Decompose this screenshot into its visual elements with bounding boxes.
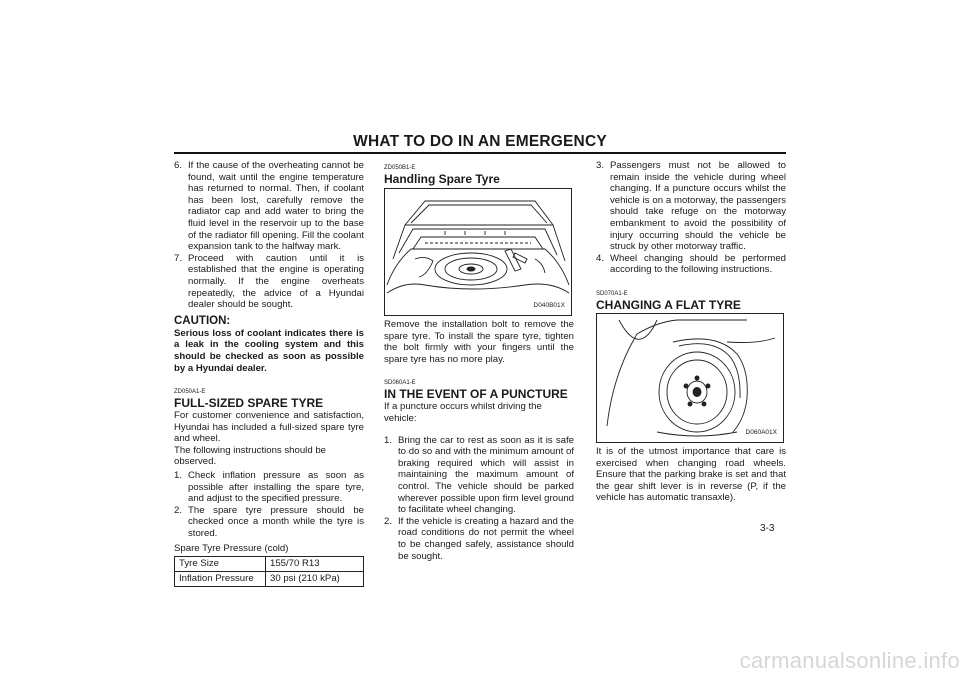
- table-cell-label: Tyre Size: [175, 557, 266, 572]
- handling-spare-text: Remove the installation bolt to remove the spare tyre. To install the spare tyre, tighten the bolt firmly with your fingers until the spare tyre has no more play.: [384, 319, 574, 365]
- list-item-1: [174, 470, 364, 505]
- section-title-spare-tyre: FULL-SIZED SPARE TYRE: [174, 396, 324, 411]
- section-title-puncture: IN THE EVENT OF A PUNCTURE: [384, 387, 568, 402]
- spare-tyre-intro2: The following instructions should be observed.: [174, 444, 326, 468]
- table-caption: Spare Tyre Pressure (cold): [174, 542, 289, 554]
- figure-label: D060A01X: [745, 429, 777, 437]
- list-text: Bring the car to rest as soon as it is safe to do so and with the minimum amount of braking required which will assist in maintaining the maximum amount of control. The vehicle should be parked wherever possible upon firm level ground to facilitate wheel changing.: [398, 434, 574, 516]
- table-cell-value: 30 psi (210 kPa): [266, 572, 364, 587]
- page-number: 3-3: [760, 523, 775, 534]
- section-code: ZD050A1-E: [174, 389, 206, 396]
- table-row: [175, 572, 364, 587]
- figure-spare-tyre-trunk: [384, 188, 572, 316]
- list-item-2: [384, 516, 574, 562]
- list-item-2: [174, 505, 364, 540]
- list-number: 3.: [596, 160, 605, 171]
- column-right: [596, 160, 786, 504]
- list-item-1: [384, 435, 574, 516]
- column-middle: [384, 160, 574, 562]
- figure-flat-tyre: [596, 313, 784, 443]
- section-title-flat-tyre: CHANGING A FLAT TYRE: [596, 297, 741, 312]
- caution-text: Serious loss of coolant indicates there is a leak in the cooling system and this should be checked as soon as possible by a Hyundai dealer.: [174, 327, 364, 374]
- list-text: Proceed with caution until it is established that the engine is operating normally. If the engine overheats repeatedly, the advice of a Hyundai dealer should be sought.: [188, 252, 364, 311]
- spare-tyre-pressure-table: [174, 556, 364, 587]
- caution-title: CAUTION:: [174, 314, 231, 327]
- list-text: Wheel changing should be performed according to the following instructions.: [610, 252, 786, 276]
- section-code: SD070A1-E: [596, 290, 628, 297]
- column-left: [174, 160, 364, 587]
- puncture-intro: If a puncture occurs whilst driving the vehicle:: [384, 401, 542, 424]
- list-number: 2.: [174, 504, 183, 516]
- list-number: 7.: [174, 252, 183, 264]
- spare-tyre-intro: For customer convenience and satisfaction, Hyundai has included a full-sized spare tyre and wheel.: [174, 410, 364, 445]
- table-cell-value: 155/70 R13: [266, 557, 364, 572]
- list-text: The spare tyre pressure should be checked once a month while the tyre is stored.: [188, 504, 364, 540]
- header-rule: [174, 152, 786, 154]
- list-number: 2.: [384, 515, 393, 527]
- list-text: If the cause of the overheating cannot be found, wait until the engine temperature has returned to normal. Then, if coolant has been lost, carefully remove the radiator cap and add water to bring the fluid level in the reservoir up to the base of the radiator fill opening. Fill the coolant expansion tank to the halfway mark.: [188, 160, 364, 253]
- section-code: SD060A1-E: [384, 380, 416, 387]
- list-number: 4.: [596, 252, 605, 264]
- flat-tyre-text: It is of the utmost importance that care is exercised when changing road wheels. Ensure that the parking brake is set and that the gear shift lever is in reverse (P, if the vehicle has automatic transaxle).: [596, 445, 786, 504]
- list-item-7: [174, 253, 364, 311]
- trunk-illustration: [385, 189, 571, 315]
- section-code: ZD050B1-E: [384, 165, 416, 171]
- list-text: Passengers must not be allowed to remain inside the vehicle during wheel changing. If a puncture occurs whilst the vehicle is on a motorway, the passengers should take refuge on the motorway embankment to avoid the possibility of injury occurring should the vehicle be struck by other motorway traffic.: [610, 160, 786, 253]
- list-number: 1.: [384, 434, 393, 446]
- car-wheel-illustration: [597, 314, 783, 442]
- list-text: Check inflation pressure as soon as possible after installing the spare tyre, and adjust to the specified pressure.: [188, 470, 364, 505]
- section-title-handling-spare: Handling Spare Tyre: [384, 172, 500, 186]
- figure-label: D040B01X: [533, 302, 565, 310]
- list-item-6: [174, 160, 364, 253]
- page-header-title: WHAT TO DO IN AN EMERGENCY: [353, 133, 607, 150]
- table-row: [175, 557, 364, 572]
- list-number: 1.: [174, 470, 183, 482]
- watermark: carmanualsonline.info: [739, 648, 960, 673]
- list-item-3: [596, 160, 786, 253]
- list-item-4: [596, 253, 786, 276]
- table-cell-label: Inflation Pressure: [175, 572, 266, 587]
- list-number: 6.: [174, 160, 183, 171]
- list-text: If the vehicle is creating a hazard and the road conditions do not permit the wheel to be changed safely, assistance should be sought.: [398, 515, 574, 562]
